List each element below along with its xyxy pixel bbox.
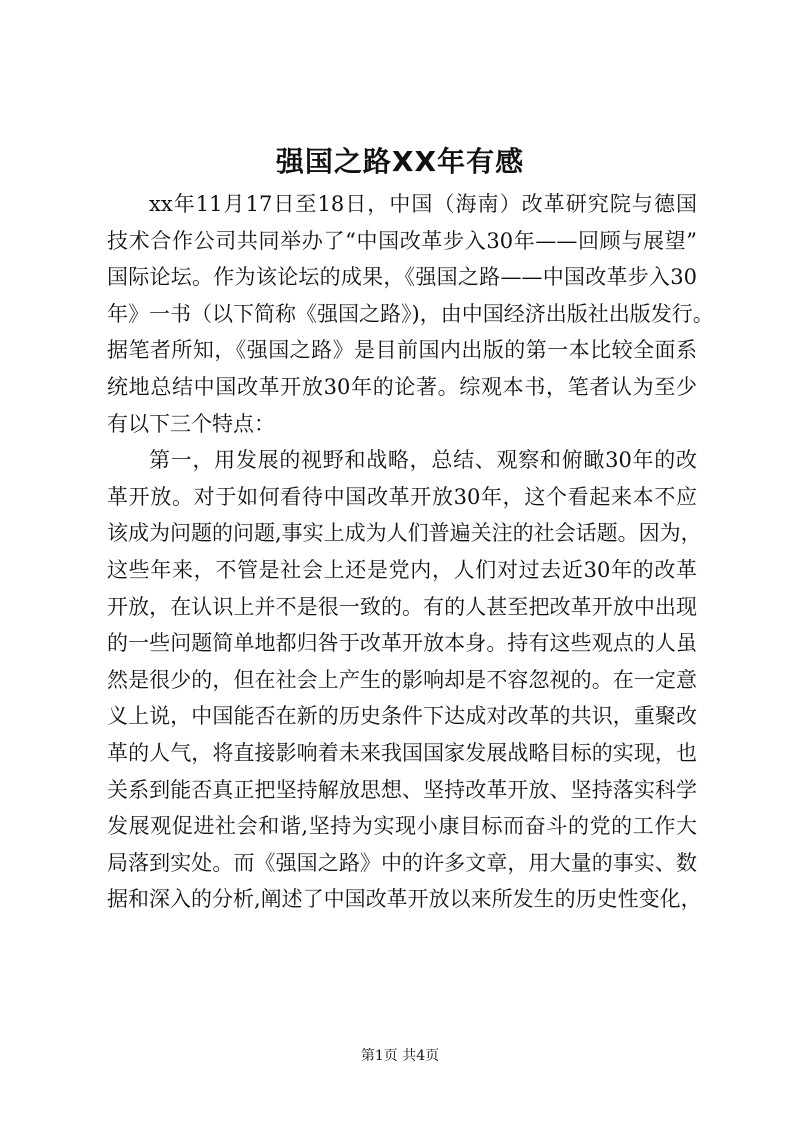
text-line: xx年11月17日至18日，中国（海南）改革研究院与德国 — [149, 192, 697, 216]
text-line: 年》一书（以下简称《强国之路》)，由中国经济出版社出版发行。 — [107, 301, 714, 326]
text-line: 革开放。对于如何看待中国改革开放30年，这个看起来本不应 — [107, 484, 697, 509]
text-line: 统地总结中国改革开放30年的论著。综观本书，笔者认为至少 — [107, 374, 697, 399]
text-line: 义上说，中国能否在新的历史条件下达成对改革的共识，重聚改 — [107, 704, 697, 729]
page-number-footer: 第1页 共4页 — [360, 1048, 440, 1064]
paragraph-1 — [107, 186, 714, 442]
text-line: 关系到能否真正把坚持解放思想、坚持改革开放、坚持落实科学 — [107, 777, 697, 802]
text-line: 革的人气，将直接影响着未来我国国家发展战略目标的实现，也 — [107, 740, 697, 765]
text-line: 的一些问题简单地都归咎于改革开放本身。持有这些观点的人虽 — [107, 631, 697, 656]
text-line: 国际论坛。作为该论坛的成果，《强国之路——中国改革步入30 — [107, 265, 697, 290]
paragraph-2 — [107, 442, 702, 918]
text-line: 据笔者所知，《强国之路》是目前国内出版的第一本比较全面系 — [107, 338, 697, 363]
text-line: 局落到实处。而《强国之路》中的许多文章，用大量的事实、数 — [107, 850, 697, 875]
text-line: 开放，在认识上并不是很一致的。有的人甚至把改革开放中出现 — [107, 594, 697, 619]
text-line: 据和深入的分析,阐述了中国改革开放以来所发生的历史性变化， — [107, 887, 702, 912]
text-line: 然是很少的，但在社会上产生的影响却是不容忽视的。在一定意 — [107, 667, 697, 692]
text-line: 有以下三个特点： — [107, 411, 275, 436]
text-line: 这些年来，不管是社会上还是党内，人们对过去近30年的改革 — [107, 557, 697, 582]
text-line: 技术合作公司共同举办了“中国改革步入30年——回顾与展望” — [107, 228, 697, 253]
text-line: 发展观促进社会和谐,坚持为实现小康目标而奋斗的党的工作大 — [107, 814, 697, 839]
text-line: 第一，用发展的视野和战略，总结、观察和俯瞰30年的改 — [149, 448, 697, 473]
document-title: 强国之路XX年有感 — [275, 145, 525, 178]
document-body — [107, 186, 714, 918]
text-line: 该成为问题的问题,事实上成为人们普遍关注的社会话题。因为， — [107, 521, 702, 546]
